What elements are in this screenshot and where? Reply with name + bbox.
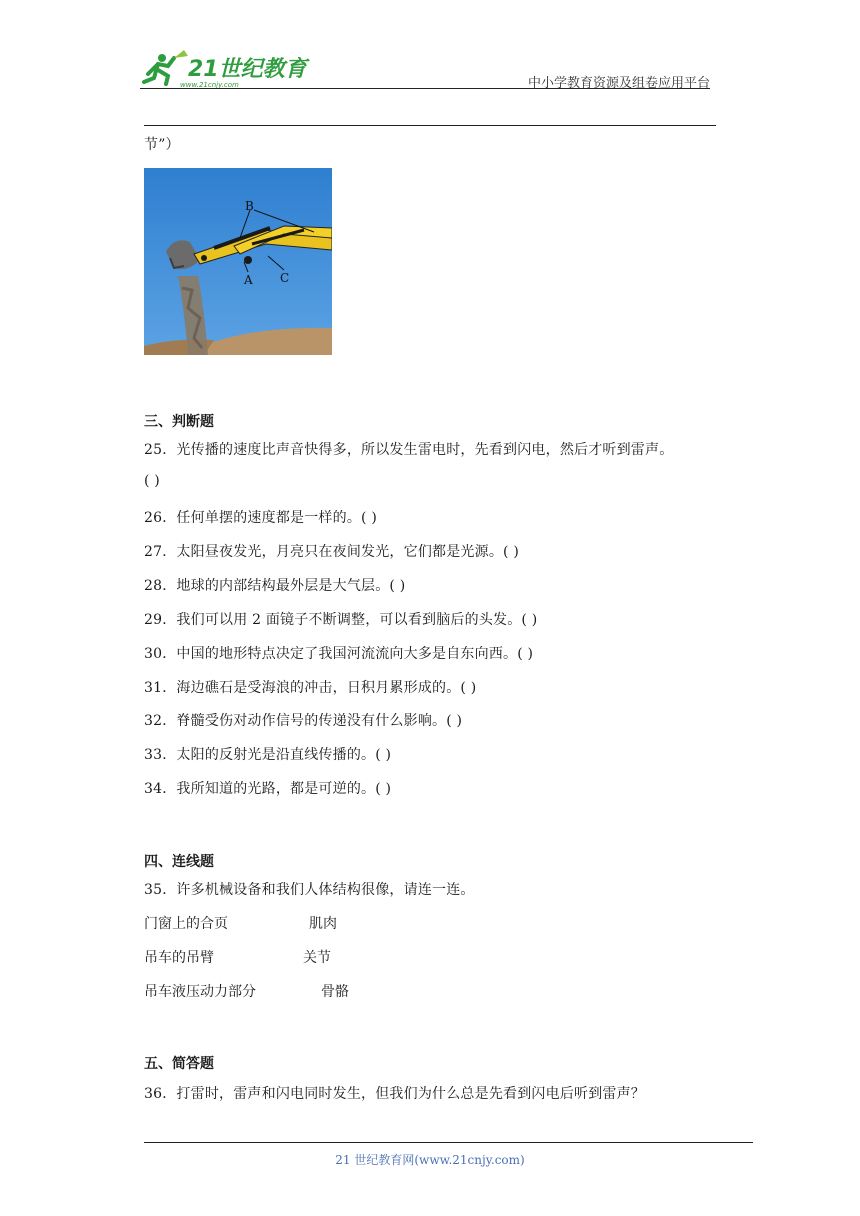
footer-text: 21 世纪教育网(www.21cnjy.com) (335, 1153, 525, 1167)
excavator-arm-photo (144, 168, 332, 355)
question-25: 25．光传播的速度比声音快得多，所以发生雷电时，先看到闪电，然后才听到雷声。 (144, 442, 674, 458)
match-right-item: 关节 (303, 950, 331, 966)
svg-text:www.21cnjy.com: www.21cnjy.com (180, 81, 239, 89)
match-right-item: 肌肉 (309, 916, 337, 932)
site-logo (140, 44, 310, 90)
question-31: 31．海边礁石是受海浪的冲击，日积月累形成的。( ) (144, 680, 477, 696)
footer-rule (144, 1142, 753, 1143)
section-title-short-answer: 五、简答题 (144, 1056, 214, 1072)
question-35: 35．许多机械设备和我们人体结构很像，请连一连。 (144, 882, 475, 898)
section-title-matching: 四、连线题 (144, 854, 214, 870)
header-platform-name: 中小学教育资源及组卷应用平台 (527, 76, 710, 91)
match-left-item: 吊车的吊臂 (144, 950, 214, 966)
match-left-item: 吊车液压动力部分 (144, 984, 256, 1000)
header-rule (140, 88, 710, 89)
svg-text:B: B (245, 199, 254, 213)
svg-text:21世纪教育: 21世纪教育 (188, 57, 307, 82)
question-26: 26．任何单摆的速度都是一样的。( ) (144, 510, 377, 526)
question-34: 34．我所知道的光路，都是可逆的。( ) (144, 781, 392, 797)
question-29: 29．我们可以用 2 面镜子不断调整，可以看到脑后的头发。( ) (144, 612, 538, 628)
section-title-judgment: 三、判断题 (144, 414, 214, 430)
question-32: 32．脊髓受伤对动作信号的传递没有什么影响。( ) (144, 713, 463, 729)
question-25-answer-blank: ( ) (144, 473, 160, 489)
question-36: 36．打雷时，雷声和闪电同时发生，但我们为什么总是先看到闪电后听到雷声？ (144, 1086, 646, 1102)
question-33: 33．太阳的反射光是沿直线传播的。( ) (144, 747, 392, 763)
question-30: 30．中国的地形特点决定了我国河流流向大多是自东向西。( ) (144, 646, 534, 662)
question-27: 27．太阳昼夜发光，月亮只在夜间发光，它们都是光源。( ) (144, 544, 519, 560)
question-28: 28．地球的内部结构最外层是大气层。( ) (144, 578, 406, 594)
svg-text:C: C (280, 271, 290, 285)
svg-text:A: A (244, 273, 253, 287)
match-left-item: 门窗上的合页 (144, 916, 228, 932)
match-right-item: 骨骼 (321, 984, 349, 1000)
page-top-rule (144, 125, 716, 126)
continuation-text: 节”） (144, 137, 180, 153)
